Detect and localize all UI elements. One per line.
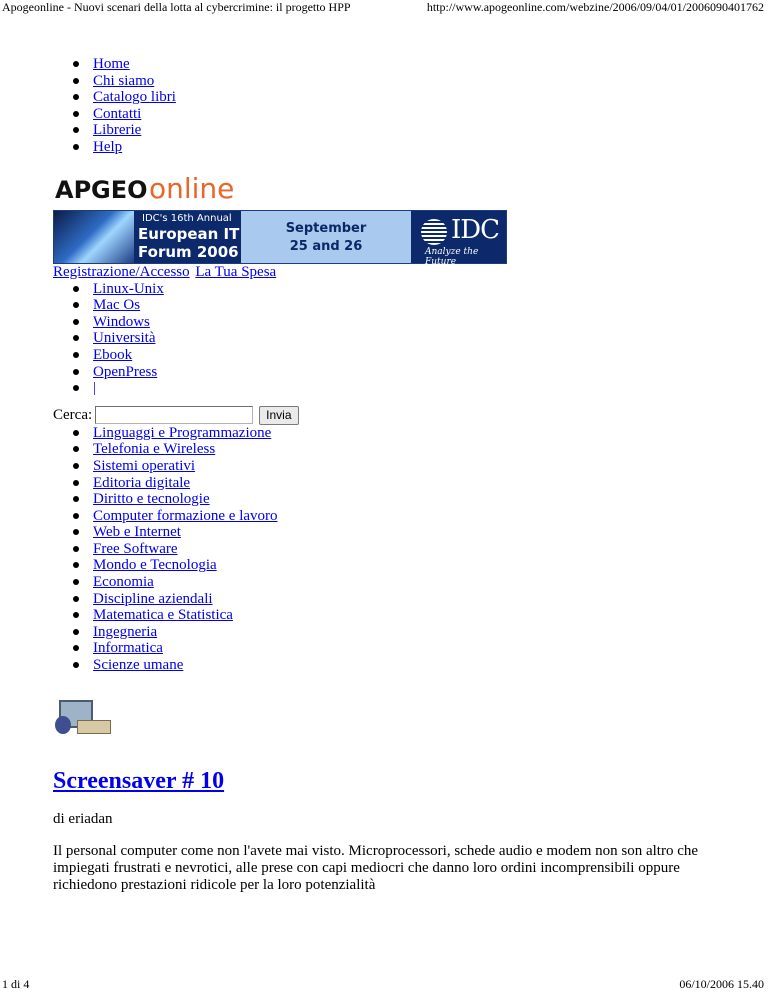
banner-idc-brand: IDC Analyze the Future [411, 211, 506, 263]
cartoon-character-icon [55, 716, 71, 734]
logo-text-geo: GEO [91, 175, 148, 204]
print-footer-page: 1 di 4 [2, 977, 30, 991]
platform-nav-ebook[interactable]: Ebook [93, 347, 733, 364]
platform-nav-windows[interactable]: Windows [93, 314, 733, 331]
page-content [53, 56, 733, 894]
article-author: di eriadan [53, 810, 113, 827]
article-title[interactable]: Screensaver # 10 [53, 767, 225, 794]
logo-text-ap: AP [55, 175, 92, 204]
disciplines-nav [53, 574, 733, 674]
banner-light-streaks-image [54, 211, 134, 263]
apogeonline-logo-graphic [53, 168, 243, 208]
apogeonline-logo[interactable] [53, 168, 733, 208]
platform-nav-linux[interactable]: Linux-Unix [93, 281, 733, 298]
logo-text-online: online [149, 171, 235, 205]
login-link[interactable]: Registrazione/Accesso [53, 263, 190, 280]
keyboard-icon [77, 720, 111, 734]
top-nav-item-contatti[interactable]: Contatti [93, 106, 733, 123]
discipline-item[interactable]: Ingegneria [93, 624, 733, 641]
screensaver-column-illustration [53, 686, 111, 738]
topic-item[interactable]: Web e Internet [93, 524, 733, 541]
discipline-item[interactable]: Informatica [93, 640, 733, 657]
banner-forum-title: IDC's 16th Annual European IT Forum 2006 [134, 211, 241, 263]
topic-item[interactable]: Free Software [93, 541, 733, 558]
search-form [53, 406, 733, 425]
top-nav [53, 56, 733, 156]
discipline-item[interactable]: Matematica e Statistica [93, 607, 733, 624]
discipline-item[interactable]: Discipline aziendali [93, 591, 733, 608]
article-intro: Il personal computer come non l'avete mai visto. Microprocessori, schede audio e modem non son altro che impiegati frustrati e nevrotici, alle prese con capi mediocri che danno loro ordini incomprensibili oppure richiedono prestazioni ridicole per la loro potenzialità [53, 842, 699, 893]
topics-nav [53, 425, 733, 574]
search-submit-button[interactable]: Invia [259, 406, 298, 425]
search-label: Cerca: [53, 406, 93, 423]
platform-nav [53, 281, 733, 397]
print-header-url: http://www.apogeonline.com/webzine/2006/09/04/01/2006090401762 [426, 0, 764, 14]
top-nav-item-catalogo[interactable]: Catalogo libri [93, 89, 733, 106]
topic-item[interactable]: Diritto e tecnologie [93, 491, 733, 508]
platform-nav-macos[interactable]: Mac Os [93, 297, 733, 314]
platform-nav-openpress[interactable]: OpenPress [93, 364, 733, 381]
idc-globe-icon [421, 219, 447, 245]
platform-nav-universita[interactable]: Università [93, 330, 733, 347]
topic-item[interactable]: Sistemi operativi [93, 458, 733, 475]
topic-item[interactable]: Editoria digitale [93, 475, 733, 492]
top-nav-item-chi-siamo[interactable]: Chi siamo [93, 73, 733, 90]
print-footer-datetime: 06/10/2006 15.40 [679, 977, 764, 991]
discipline-item[interactable]: Economia [93, 574, 733, 591]
top-nav-item-home[interactable]: Home [93, 56, 733, 73]
topic-item[interactable]: Telefonia e Wireless [93, 441, 733, 458]
account-links [53, 264, 733, 281]
search-input[interactable] [95, 406, 253, 424]
idc-ad-banner[interactable] [53, 210, 507, 267]
banner-date: September 25 and 26 [285, 220, 367, 254]
platform-nav-separator[interactable]: | [93, 380, 733, 397]
discipline-item[interactable]: Scienze umane [93, 657, 733, 674]
cart-link[interactable]: La Tua Spesa [195, 263, 277, 280]
print-header-title: Apogeonline - Nuovi scenari della lotta al cybercrimine: il progetto HPP [2, 0, 351, 14]
topic-item[interactable]: Linguaggi e Programmazione [93, 425, 733, 442]
top-nav-item-librerie[interactable]: Librerie [93, 122, 733, 139]
top-nav-item-help[interactable]: Help [93, 139, 733, 156]
topic-item[interactable]: Computer formazione e lavoro [93, 508, 733, 525]
topic-item[interactable]: Mondo e Tecnologia [93, 557, 733, 574]
